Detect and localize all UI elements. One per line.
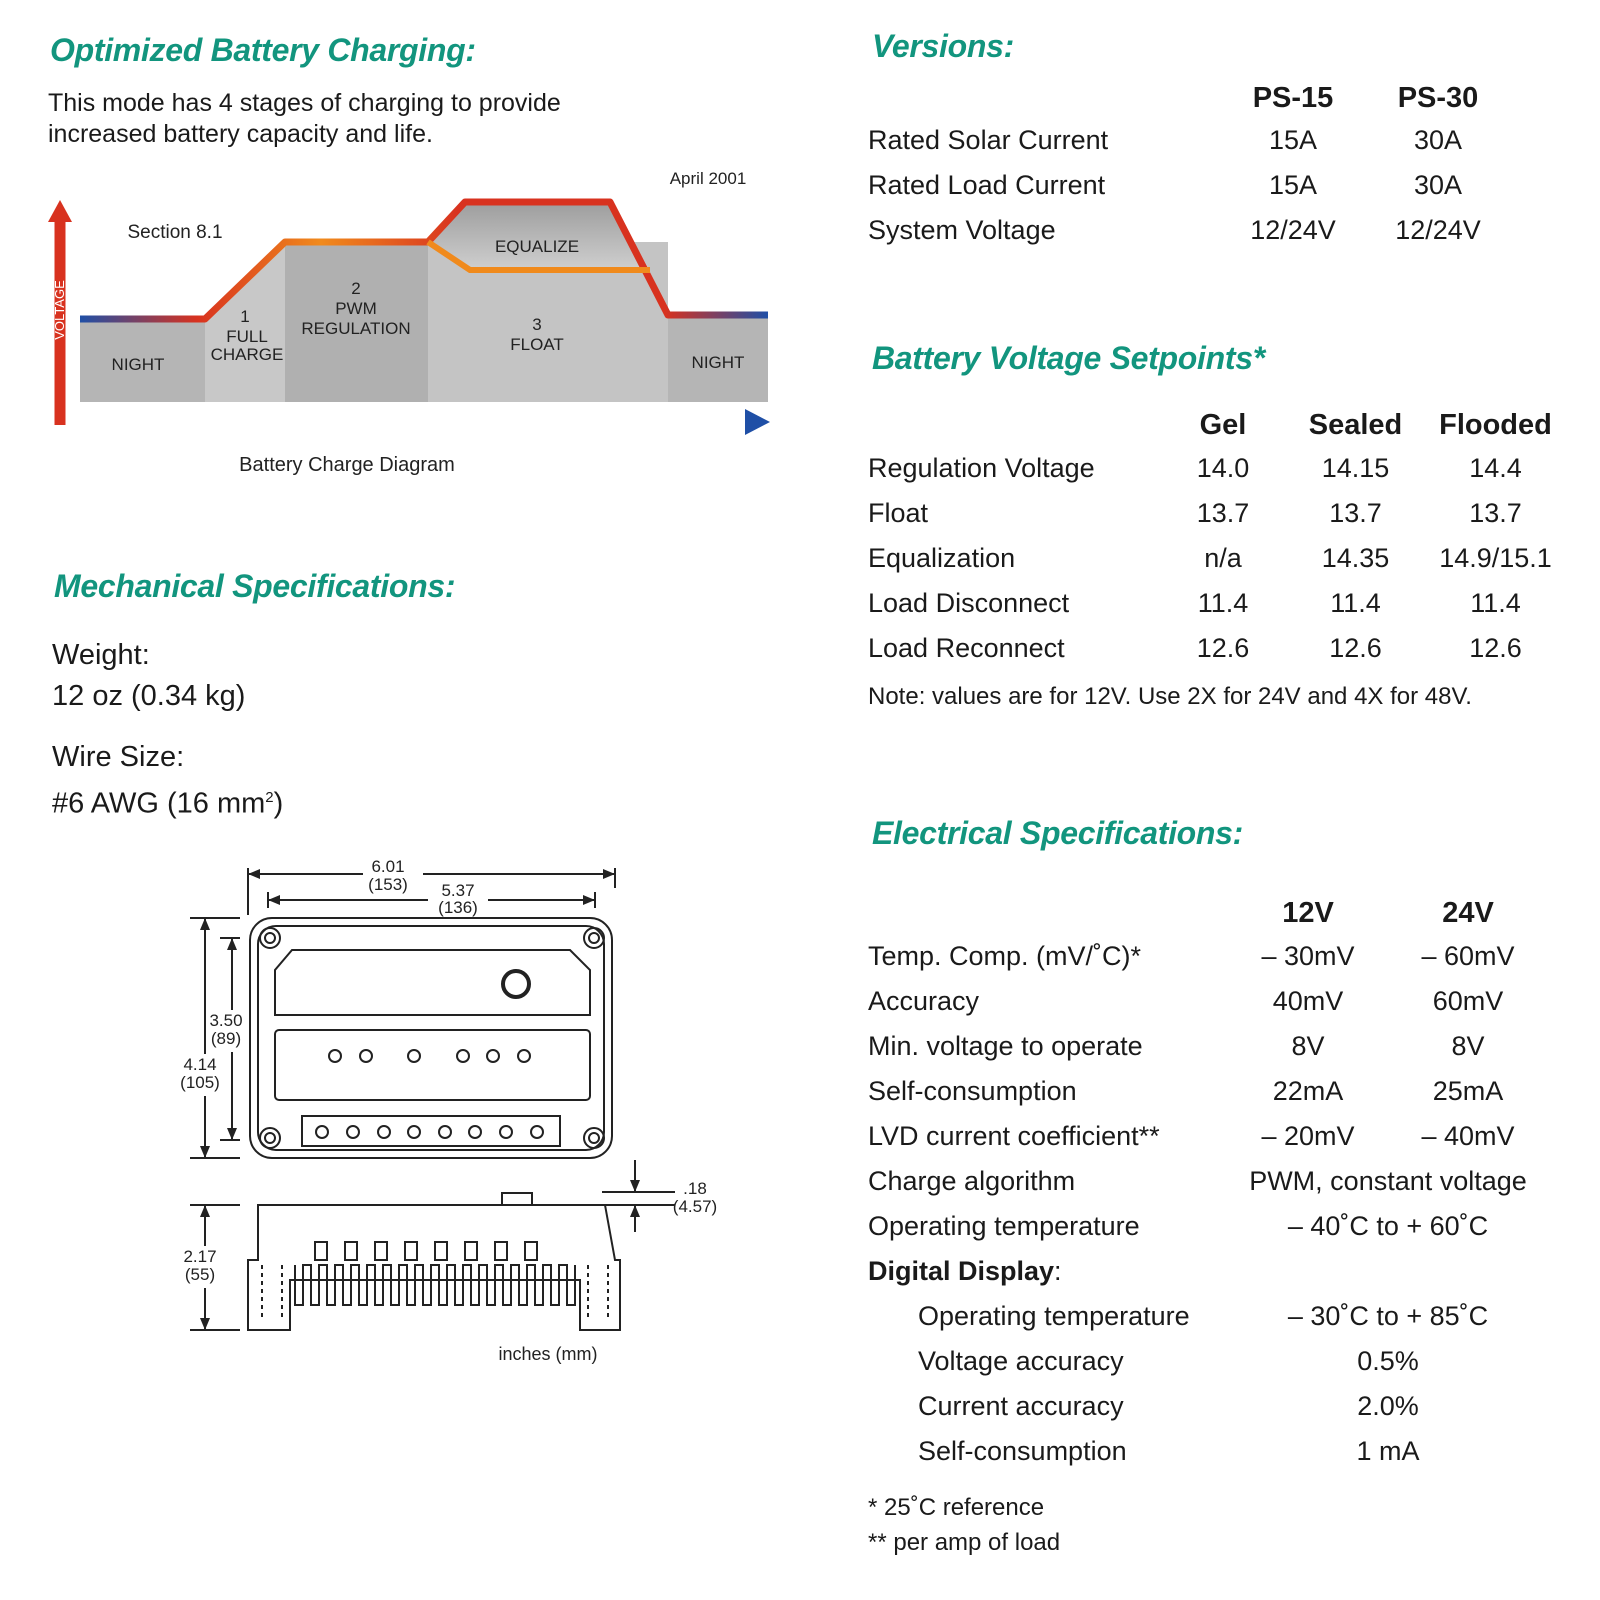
label-night-left: NIGHT (111, 355, 165, 374)
cell: 11.4 (1330, 588, 1381, 618)
table-row (868, 163, 1518, 208)
cell: – 30mV (1261, 941, 1355, 971)
cell: – 30˚C to + 85˚C (1287, 1301, 1489, 1331)
cell: 12/24V (1250, 215, 1336, 245)
wire-size-value (52, 778, 283, 824)
electrical-table (868, 892, 1548, 1474)
table-row (868, 1114, 1548, 1159)
table-row (868, 1159, 1548, 1204)
diagram-caption: Battery Charge Diagram (239, 454, 455, 476)
cell: 14.15 (1321, 453, 1390, 483)
versions-col-ps30: PS-30 (1397, 81, 1479, 114)
wire-size-text: #6 AWG (16 mm (52, 787, 266, 820)
setpoints-header-empty (868, 404, 1158, 446)
cell: 13.7 (1469, 498, 1522, 528)
setpoints-col-flooded: Flooded (1439, 408, 1552, 441)
dim-height-in: 4.14 (183, 1055, 217, 1074)
versions-heading: Versions: (872, 28, 1014, 64)
footnote-per-amp: ** per amp of load (868, 1529, 1061, 1556)
cell: 14.35 (1321, 543, 1390, 573)
table-row (868, 491, 1568, 536)
dim-inner-height-in: 3.50 (209, 1011, 243, 1030)
cell: 25mA (1432, 1076, 1504, 1106)
cell: 22mA (1272, 1076, 1344, 1106)
setpoints-header-row (868, 404, 1568, 446)
row-label: Regulation Voltage (868, 453, 1095, 483)
wire-size-superscript: 2 (265, 789, 274, 806)
cell: n/a (1204, 543, 1242, 573)
cell: 30A (1413, 125, 1463, 155)
dim-inner-width-in: 5.37 (441, 881, 475, 900)
weight-value: 12 oz (0.34 kg) (52, 680, 246, 712)
digital-display-colon: : (1054, 1256, 1062, 1286)
row-label: Load Disconnect (868, 588, 1070, 618)
table-row (868, 1069, 1548, 1114)
table-row (868, 1339, 1548, 1384)
dim-inner-width-mm: (136) (438, 898, 478, 917)
cell: 14.0 (1196, 453, 1250, 483)
label-pwm-num: 2 (351, 279, 361, 298)
electrical-header-row (868, 892, 1548, 934)
versions-table (868, 78, 1518, 253)
table-row (868, 208, 1518, 253)
table-row (868, 1429, 1548, 1474)
dim-flange-in: .18 (683, 1179, 707, 1198)
row-label: Accuracy (868, 986, 980, 1016)
time-axis-arrow (745, 409, 770, 435)
cell: 8V (1291, 1031, 1325, 1061)
charging-heading: Optimized Battery Charging: (50, 32, 476, 68)
digital-display-title: Digital Display (868, 1256, 1055, 1286)
table-row (868, 446, 1568, 491)
digital-display-heading (868, 1249, 1548, 1294)
cell: 8V (1451, 1031, 1485, 1061)
row-label: Rated Solar Current (868, 125, 1109, 155)
row-label: Rated Load Current (868, 170, 1106, 200)
cell: 15A (1268, 125, 1318, 155)
diagram-date: April 2001 (669, 169, 747, 188)
wire-size-close: ) (273, 787, 284, 820)
cell: 12.6 (1329, 633, 1382, 663)
electrical-header-empty (868, 892, 1228, 934)
voltage-axis-label: VOLTAGE (52, 280, 67, 340)
label-full-l2: CHARGE (210, 345, 284, 364)
versions-header-row (868, 78, 1518, 118)
dim-width-mm: (153) (368, 875, 408, 894)
cell: 11.4 (1197, 588, 1249, 618)
label-float-l1: FLOAT (510, 335, 564, 354)
wire-size-label: Wire Size: (52, 741, 185, 773)
setpoints-col-sealed: Sealed (1308, 408, 1403, 441)
cell: 11.4 (1470, 588, 1521, 618)
dim-flange-mm: (4.57) (672, 1197, 718, 1216)
cell: 13.7 (1329, 498, 1382, 528)
cell: 13.7 (1196, 498, 1250, 528)
electrical-heading: Electrical Specifications: (872, 815, 1244, 851)
cell: – 20mV (1261, 1121, 1355, 1151)
label-full-num: 1 (240, 307, 250, 326)
cell: – 60mV (1421, 941, 1515, 971)
battery-charge-diagram (40, 160, 800, 490)
weight-label: Weight: (52, 639, 150, 671)
cell: – 40˚C to + 60˚C (1287, 1211, 1489, 1241)
cell: 30A (1413, 170, 1463, 200)
mechanical-heading: Mechanical Specifications: (54, 568, 456, 604)
electrical-col-24v: 24V (1442, 896, 1494, 929)
dim-height-mm: (105) (180, 1073, 220, 1092)
time-axis-label: TIME (342, 415, 374, 430)
label-pwm-l2: REGULATION (301, 319, 411, 338)
cell: 14.4 (1469, 453, 1522, 483)
row-label: Self-consumption (868, 1076, 1077, 1106)
table-row (868, 536, 1568, 581)
charging-intro-line1: This mode has 4 stages of charging to provide (48, 89, 561, 117)
row-label: Operating temperature (868, 1211, 1140, 1241)
row-label: System Voltage (868, 215, 1056, 245)
table-row (868, 979, 1548, 1024)
cell: PWM, constant voltage (1249, 1166, 1527, 1196)
cell: 12.6 (1196, 633, 1250, 663)
table-row (868, 581, 1568, 626)
versions-col-ps15: PS-15 (1252, 81, 1334, 114)
versions-header-empty (868, 78, 1228, 118)
table-row (868, 1024, 1548, 1069)
electrical-col-12v: 12V (1282, 896, 1334, 929)
setpoints-note: Note: values are for 12V. Use 2X for 24V and 4X for 48V. (868, 683, 1472, 710)
row-label: Voltage accuracy (918, 1346, 1124, 1376)
mechanical-drawing (170, 860, 740, 1400)
table-row (868, 626, 1568, 671)
diagram-section: Section 8.1 (127, 222, 223, 243)
drawing-units: inches (mm) (498, 1344, 598, 1364)
dim-inner-height-mm: (89) (210, 1029, 242, 1048)
table-row (868, 934, 1548, 979)
cell: 1 mA (1356, 1436, 1420, 1466)
dim-depth-in: 2.17 (183, 1247, 217, 1266)
label-full-l1: FULL (226, 327, 268, 346)
table-row (868, 118, 1518, 163)
row-label: Temp. Comp. (mV/˚C)* (868, 941, 1142, 971)
table-row (868, 1204, 1548, 1249)
charging-intro-line2: increased battery capacity and life. (48, 120, 433, 148)
cell: 15A (1268, 170, 1318, 200)
row-label: LVD current coefficient** (868, 1121, 1160, 1151)
cell: 2.0% (1357, 1391, 1419, 1421)
row-label: Load Reconnect (868, 633, 1065, 663)
dim-width-in: 6.01 (371, 860, 405, 876)
footnote-reference: * 25˚C reference (868, 1494, 1045, 1521)
cell: 12/24V (1395, 215, 1481, 245)
dim-depth-mm: (55) (184, 1265, 216, 1284)
row-label: Min. voltage to operate (868, 1031, 1143, 1061)
label-night-right: NIGHT (691, 353, 745, 372)
row-label: Charge algorithm (868, 1166, 1076, 1196)
table-row (868, 1384, 1548, 1429)
row-label: Operating temperature (918, 1301, 1190, 1331)
label-equalize: EQUALIZE (494, 237, 580, 256)
row-label: Float (868, 498, 929, 528)
setpoints-col-gel: Gel (1199, 408, 1247, 441)
row-label: Self-consumption (918, 1436, 1127, 1466)
setpoints-heading: Battery Voltage Setpoints* (872, 340, 1265, 376)
cell: – 40mV (1421, 1121, 1515, 1151)
row-label: Equalization (868, 543, 1016, 573)
label-pwm-l1: PWM (335, 299, 377, 318)
row-label: Current accuracy (918, 1391, 1124, 1421)
voltage-axis-arrow (48, 200, 72, 222)
cell: 0.5% (1357, 1346, 1419, 1376)
cell: 12.6 (1469, 633, 1522, 663)
cell: 60mV (1432, 986, 1504, 1016)
table-row (868, 1294, 1548, 1339)
cell: 40mV (1272, 986, 1344, 1016)
cell: 14.9/15.1 (1439, 543, 1552, 573)
setpoints-table (868, 404, 1568, 671)
label-float-num: 3 (532, 315, 542, 334)
digital-display-row (868, 1249, 1548, 1294)
